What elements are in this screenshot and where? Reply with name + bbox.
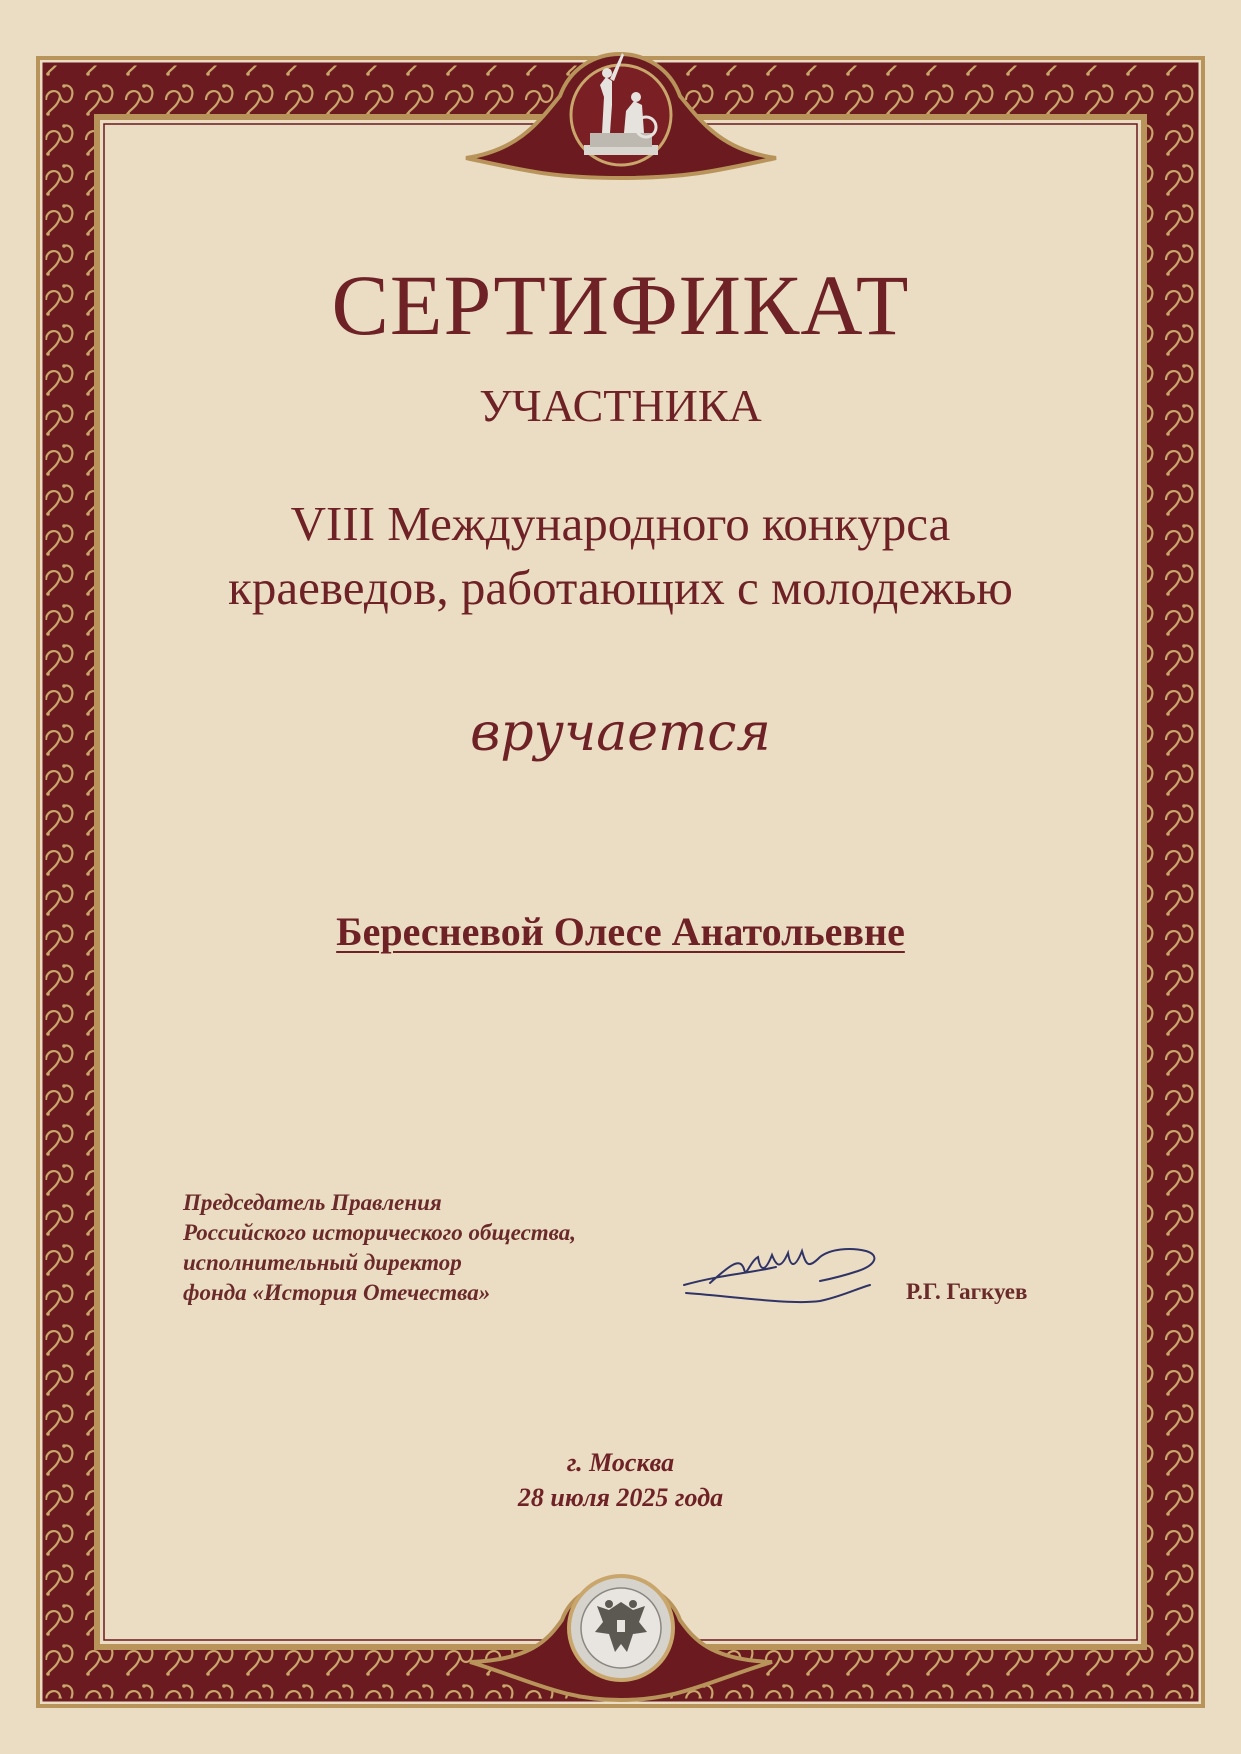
position-line: исполнительный директор <box>183 1250 462 1275</box>
awarded-text: вручается <box>470 703 771 763</box>
position-line: Председатель Правления <box>183 1190 442 1215</box>
recipient-name-row <box>0 909 1241 954</box>
signatory-position <box>183 1188 643 1308</box>
signatory-name: Р.Г. Гагкуев <box>906 1279 1028 1304</box>
position-line: фонда «История Отечества» <box>183 1280 491 1305</box>
issue-date: 28 июля 2025 года <box>517 1483 724 1512</box>
certificate-title: СЕРТИФИКАТ <box>331 257 910 353</box>
position-line: Российского исторического общества, <box>183 1220 577 1245</box>
contest-name-line-1: VIII Международного конкурса <box>290 496 951 551</box>
recipient-name: Бересневой Олесе Анатольевне <box>336 909 905 954</box>
handwritten-signature <box>680 1235 900 1313</box>
monument-emblem-icon <box>560 45 682 170</box>
double-headed-eagle-seal-icon <box>565 1572 677 1684</box>
certificate-subtitle: УЧАСТНИКА <box>479 380 762 431</box>
issue-city: г. Москва <box>566 1448 675 1477</box>
contest-name-line-2: краеведов, работающих с молодежью <box>228 560 1013 615</box>
